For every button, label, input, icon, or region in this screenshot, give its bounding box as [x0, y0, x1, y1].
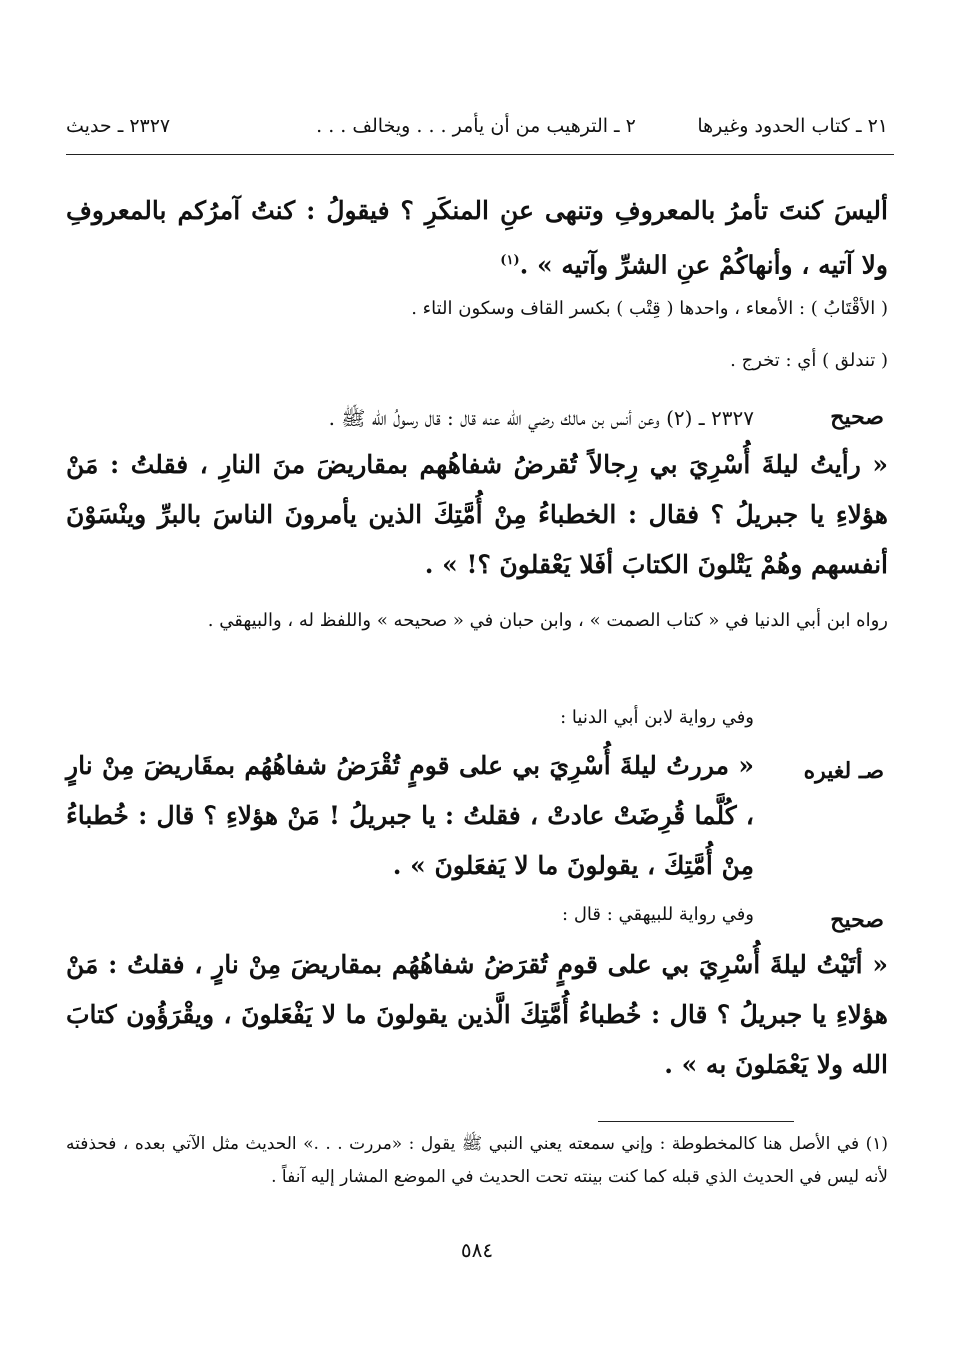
- gloss-tandaliq: ( تندلق ) أي : تخرج .: [730, 350, 888, 371]
- footnote: (١) في الأصل هنا كالمخطوطة : وإني سمعته يعني النبي ﷺ يقول : «مررت . . .» الحديث مثل الآتي بعده ، فحذفته لأنه ليس في الحديث الذي قبله كما كنت بينته تحت الحديث في الموضع المشار إليه آنفاً .: [66, 1134, 888, 1187]
- grade-label: صـ لغيره: [803, 758, 884, 784]
- running-header: [66, 108, 888, 144]
- footnote-marker: (١): [500, 253, 520, 268]
- hadith-text: « رأيتُ ليلةَ أُسْرِيَ بي رِجالاً تُقرضُ شفاهُهم بمقاريضَ منَ النارِ ، فقلتُ : مَنْ هؤلاءِ يا جبريلُ ؟ فقال : الخطباءُ مِنْ أُمَّتِكَ الذين يأمرونَ الناسَ بالبرِّ وينْسَوْنَ أنفسهم وهُمْ يَتْلونَ الكتابَ أفَلا يَعْقلونَ ؟! » .: [66, 450, 888, 579]
- variant-1-text: « مررتُ ليلةَ أُسْرِيَ بي على قومٍ تُقْرَضُ شفاهُهُم بمقَاريضَ مِنْ نارٍ ، كُلَّما قُرِضَتْ عادتْ ، فقلتُ : يا جبريلُ ! مَنْ هؤلاءِ ؟ قال : خُطباءُ مِنْ أُمَّتِكَ ، يقولونَ ما لا يَفعَلونَ » .: [66, 751, 754, 880]
- source-note: رواه ابن أبي الدنيا في « كتاب الصمت » ، وابن حبان في « صحيحه » واللفظ له ، والبيهقي .: [207, 610, 888, 631]
- header-chapter: ٢١ ـ كتاب الحدود وغيرها: [697, 115, 888, 137]
- hadith-intro: ٢٣٢٧ ـ (٢) وعن أنس بن مالك رضي الله عنه قال : قال رسولُ الله ﷺ .: [328, 406, 754, 430]
- variant-2-text: « أتَيْتُ ليلةَ أُسْرِيَ بي على قومٍ تُقرَضُ شفاهُهُم بمقاريضَ مِنْ نارٍ ، فقلتُ : مَنْ هؤلاءِ يا جبريلُ ؟ قال : خُطباءُ أُمَّتِكَ الَّذين يقولونَ ما لا يَفْعَلونَ ، ويقْرَؤُون كتابَ الله ولا يَعْمَلونَ به » .: [66, 950, 888, 1079]
- page-number: ٥٨٤: [460, 1238, 494, 1262]
- variant-2-intro: وفي رواية للبيهقي : قال :: [562, 904, 754, 925]
- header-section: ٢ ـ الترهيب من أن يأمر . . . ويخالف . . .: [316, 115, 636, 137]
- variant-1-intro: وفي رواية لابن أبي الدنيا :: [560, 707, 754, 728]
- footnote-rule: [598, 1121, 794, 1122]
- header-hadith-ref: ٢٣٢٧ ـ حديث: [66, 115, 171, 137]
- header-rule: [66, 154, 894, 155]
- gloss-aqtab: ( الأقْتَابُ ) : الأمعاء ، واحدها ( قِتْب ) بكسر القاف وسكون التاء .: [411, 298, 888, 319]
- continuation-text: أليسَ كنتَ تأمرُ بالمعروفِ وتنهى عنِ المنكَرِ ؟ فيقولُ : كنتُ آمرُكم بالمعروفِ ولا آتيه ، وأنهاكُمْ عنِ الشرِّ وآتيه » .$^{(١)}$: [66, 196, 888, 280]
- grade-label: صحيح: [830, 404, 884, 430]
- grade-label: صحيح: [830, 907, 884, 933]
